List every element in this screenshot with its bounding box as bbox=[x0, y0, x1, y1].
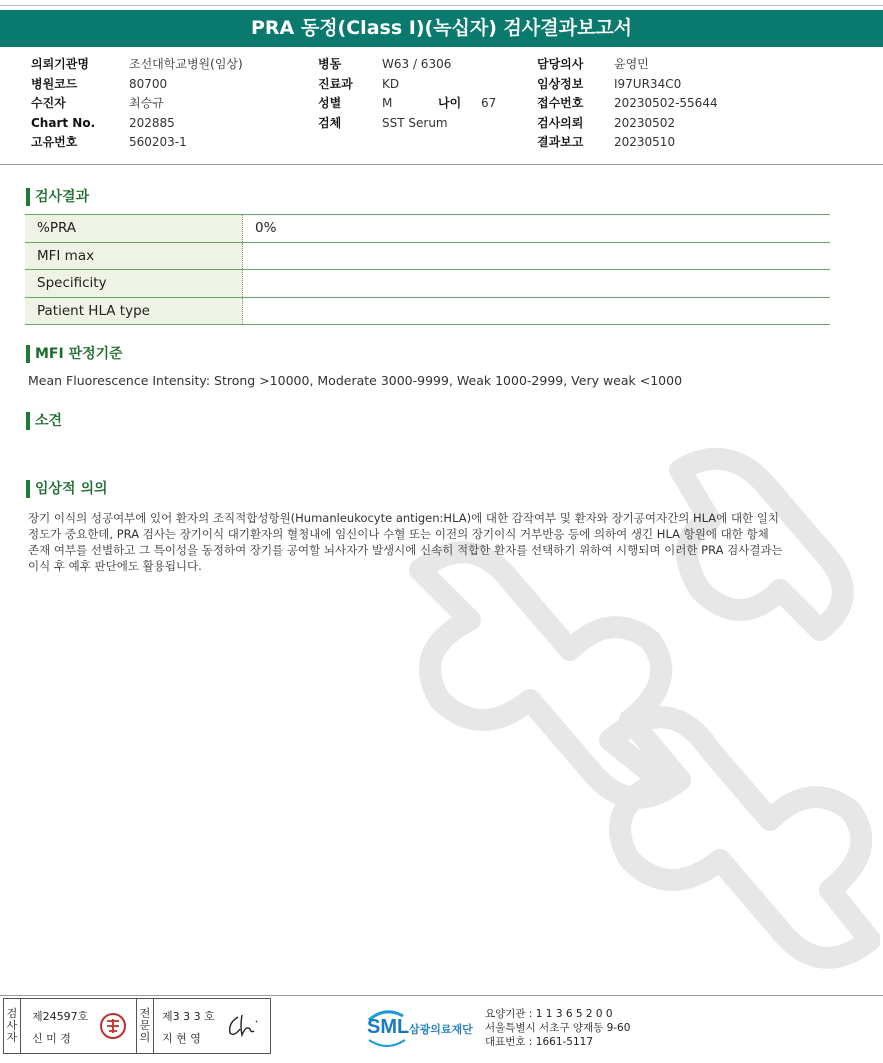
field-label: 담당의사 bbox=[537, 57, 584, 71]
header-col-3 bbox=[537, 55, 718, 153]
field-value: 80700 bbox=[129, 76, 168, 91]
org-name: 삼광의료재단 bbox=[409, 1023, 473, 1036]
result-value bbox=[243, 297, 831, 325]
confirmer-license: 제3 3 3 호 bbox=[162, 1010, 215, 1023]
field-value: 20230502 bbox=[614, 115, 676, 130]
header-row bbox=[537, 75, 718, 95]
clinical-text bbox=[28, 510, 828, 574]
table-row bbox=[25, 215, 830, 243]
institution-address: 서울특별시 서초구 양재동 9-60 bbox=[485, 1022, 631, 1034]
result-value bbox=[243, 270, 831, 298]
sml-logo bbox=[365, 1008, 485, 1048]
inspector-license: 제24597호 bbox=[32, 1010, 89, 1023]
label-char: 전 bbox=[139, 1007, 151, 1020]
age-value: 67 bbox=[481, 96, 497, 110]
field-label: 수진자 bbox=[31, 96, 66, 110]
field-value: SST Serum bbox=[382, 115, 448, 130]
field-label: 병동 bbox=[318, 57, 342, 71]
field-label: 진료과 bbox=[318, 76, 353, 91]
header-row bbox=[318, 75, 496, 95]
header-row bbox=[31, 94, 243, 114]
confirmer-name: 지 현 영 bbox=[162, 1032, 201, 1045]
header-row bbox=[318, 94, 496, 114]
top-rule bbox=[0, 5, 883, 6]
result-label: MFI max bbox=[25, 242, 243, 270]
clinical-line: 장기 이식의 성공여부에 있어 환자의 조직적합성항원(Humanleukocyte antigen:HLA)에 대한 감작여부 및 환자와 장기공여자간의 HLA에 대한 일치 bbox=[28, 511, 780, 525]
header-row bbox=[537, 133, 718, 153]
handwritten-signature bbox=[224, 1011, 264, 1041]
field-label: 병원코드 bbox=[31, 76, 78, 91]
header-row bbox=[318, 55, 496, 75]
field-label: 고유번호 bbox=[31, 135, 78, 149]
clinical-line: 존재 여부를 선별하고 그 특이성을 동정하여 장기를 공여할 뇌사자가 발생시에 신속히 적합한 환자를 선택하기 위하여 시행되며 이러한 PRA 검사결과는 bbox=[28, 543, 783, 557]
field-label: 의뢰기관명 bbox=[31, 57, 89, 71]
table-row bbox=[25, 270, 830, 298]
label-char: 자 bbox=[6, 1031, 18, 1044]
inspector-label bbox=[4, 999, 21, 1053]
inspector-name: 신 미 경 bbox=[32, 1032, 71, 1045]
field-value: 20230502-55644 bbox=[614, 96, 718, 110]
field-value: I97UR34C0 bbox=[614, 76, 682, 91]
label-char: 사 bbox=[6, 1019, 18, 1032]
result-value bbox=[243, 242, 831, 270]
field-label: 결과보고 bbox=[537, 135, 584, 149]
field-label: 검체 bbox=[318, 115, 342, 130]
header-row bbox=[31, 133, 243, 153]
table-row bbox=[25, 297, 830, 325]
header-row bbox=[31, 114, 243, 134]
field-value: 20230510 bbox=[614, 135, 676, 149]
field-label: 성별 bbox=[318, 96, 342, 110]
clinical-line: 이식 후 예후 판단에도 활용됩니다. bbox=[28, 559, 202, 573]
red-seal-stamp bbox=[98, 1011, 128, 1041]
mfi-heading: MFI 판정기준 bbox=[26, 345, 123, 363]
field-label: Chart No. bbox=[31, 115, 96, 130]
header-row bbox=[537, 114, 718, 134]
results-table bbox=[25, 214, 830, 325]
label-char: 의 bbox=[139, 1031, 151, 1044]
field-label: 검사의뢰 bbox=[537, 115, 584, 130]
header-row bbox=[537, 55, 718, 75]
result-label: Patient HLA type bbox=[25, 297, 243, 325]
signature-box bbox=[3, 998, 271, 1054]
institution-info bbox=[485, 1007, 630, 1049]
field-value: M bbox=[382, 96, 393, 110]
field-value: 202885 bbox=[129, 115, 175, 130]
header-col-1 bbox=[31, 55, 243, 153]
footer-divider bbox=[0, 995, 883, 996]
field-value: 최승규 bbox=[129, 96, 164, 110]
field-value: W63 / 6306 bbox=[382, 57, 452, 71]
results-heading: 검사결과 bbox=[26, 188, 89, 206]
field-value: 윤영민 bbox=[614, 57, 649, 71]
field-label: 접수번호 bbox=[537, 96, 584, 110]
opinion-heading: 소견 bbox=[26, 412, 62, 430]
field-label: 임상정보 bbox=[537, 76, 584, 91]
field-value: KD bbox=[382, 76, 400, 91]
age-label: 나이 bbox=[438, 96, 462, 110]
result-value: 0% bbox=[243, 215, 831, 243]
header-row bbox=[318, 114, 496, 134]
header-divider bbox=[0, 164, 883, 165]
report-title: PRA 동정(Class I)(녹십자) 검사결과보고서 bbox=[0, 10, 883, 47]
mfi-criteria-text: Mean Fluorescence Intensity: Strong >10000, Moderate 3000-9999, Weak 1000-2999, Very weak <1000 bbox=[28, 373, 683, 388]
header-row bbox=[537, 94, 718, 114]
header-col-2 bbox=[318, 55, 496, 133]
clinical-line: 정도가 중요한데, PRA 검사는 장기이식 대기환자의 혈청내에 임신이나 수혈 또는 이전의 장기이식 거부반응 등에 의하여 생긴 HLA 항원에 대한 항체 bbox=[28, 527, 769, 541]
label-char: 검 bbox=[6, 1007, 18, 1020]
sml-logo-text: SML bbox=[367, 1016, 410, 1038]
result-label: %PRA bbox=[25, 215, 243, 243]
institution-phone: 대표번호 : 1661-5117 bbox=[485, 1036, 594, 1048]
institution-code: 요양기관 : 1 1 3 6 5 2 0 0 bbox=[485, 1008, 613, 1020]
header-row bbox=[31, 55, 243, 75]
header-row bbox=[31, 75, 243, 95]
field-value: 조선대학교병원(임상) bbox=[129, 57, 243, 71]
clinical-heading: 임상적 의의 bbox=[26, 480, 108, 498]
result-label: Specificity bbox=[25, 270, 243, 298]
confirmer-label bbox=[136, 999, 154, 1053]
table-row bbox=[25, 242, 830, 270]
label-char: 문 bbox=[139, 1019, 151, 1032]
field-value: 560203-1 bbox=[129, 135, 187, 149]
